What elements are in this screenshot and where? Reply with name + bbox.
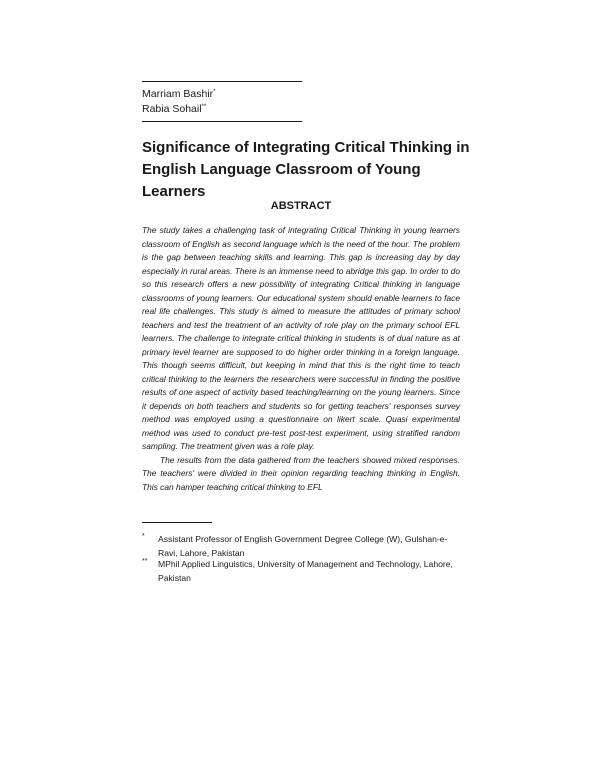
author-2-mark: ** [201, 104, 207, 110]
author-rule [142, 121, 302, 122]
footnote-2 [142, 557, 460, 585]
top-rule [142, 81, 302, 82]
footnote-1 [142, 532, 460, 560]
footnote-1-mark: * [142, 533, 145, 540]
abstract-paragraph-2: The results from the data gathered from the teachers showed mixed responses. The teachers' were divided in their opinion regarding teaching thinking in English. This can hamper teaching critical thinking to EFL [142, 454, 460, 492]
abstract-body [142, 224, 460, 494]
footnote-2-mark: ** [142, 558, 148, 565]
abstract-paragraph-1: The study takes a challenging task of integrating Critical Thinking in young learners classroom of English as second language which is the need of the hour. The problem is the gap between teaching skills and learning. This gap is increasing day by day especially in rural areas. There is an immense need to abridge this gap. In order to do so this research offers a new possibility of integrating Critical thinking in language classrooms of young learners. Our educational system should enable learners to face real life challenges. This study is aimed to measure the attitudes of primary school teachers and test the treatment of an activity of role play on the primary school EFL learners. The challenge to integrate critical thinking in students is of dual nature as at primary level learner are supposed to do higher order thinking in a foreign language. This though seems difficult, but keeping in mind that this is the right time to teach critical thinking to the learners the researchers were successful in finding the positive results of one aspect of activity based teaching/learning on the young learners. Since it depends on both teachers and students so for getting teachers' responses survey method was employed using a questionnaire on likert scale. Quasi experimental method was used to conduct pre-test post-test experiment, using stratified random sampling. The treatment given was a role play. [142, 225, 460, 451]
author-1-mark: * [213, 89, 216, 95]
footnote-2-text: MPhil Applied Linguistics, University of Management and Technology, Lahore, Pakistan [158, 559, 453, 583]
footnote-rule [142, 522, 212, 523]
author-1 [142, 86, 216, 101]
author-1-name: Marriam Bashir [142, 88, 214, 100]
author-2-name: Rabia Sohail [142, 103, 202, 115]
footnote-1-text: Assistant Professor of English Government Degree College (W), Gulshan-e- Ravi, Lahore, Pakistan [158, 534, 448, 558]
abstract-heading: ABSTRACT [270, 200, 332, 212]
paper-title: Significance of Integrating Critical Thinking in English Language Classroom of Young Learners [142, 139, 470, 200]
author-2 [142, 101, 206, 116]
